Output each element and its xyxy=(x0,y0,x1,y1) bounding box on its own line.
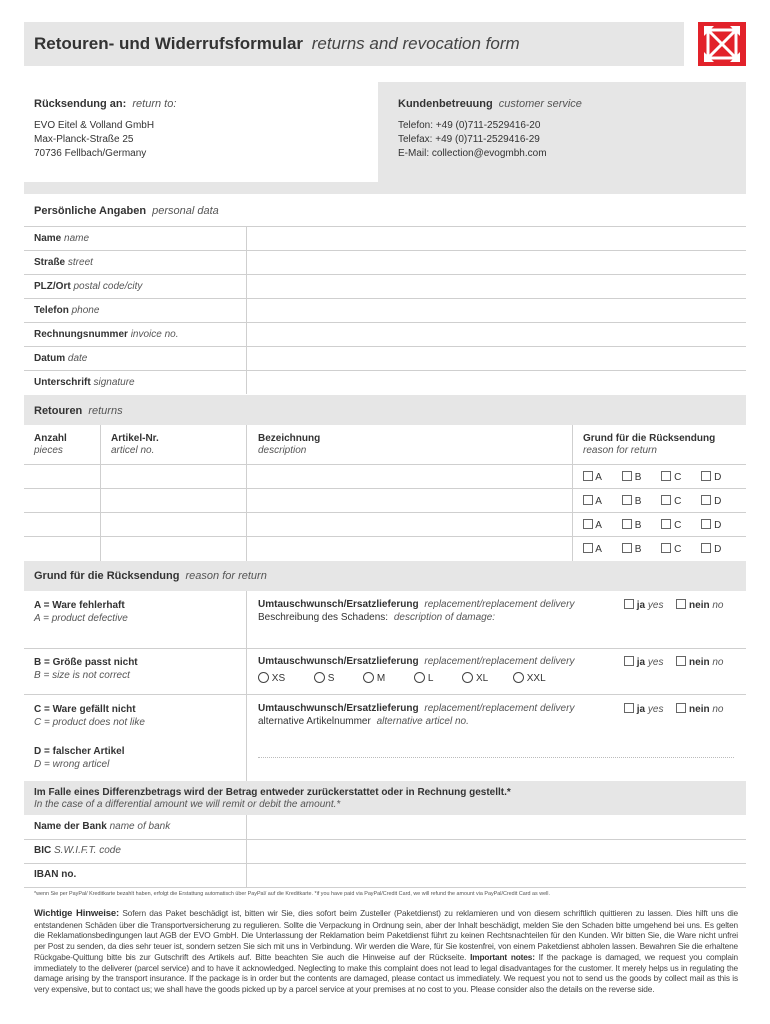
address-line: 70736 Fellbach/Germany xyxy=(34,148,147,159)
col-description-header: Bezeichnung description xyxy=(258,433,321,456)
email-line: E-Mail: collection@evogmbh.com xyxy=(398,148,547,159)
field-phone-label: Telefon phone xyxy=(34,305,100,316)
divider xyxy=(246,425,247,561)
reason-c-checkbox[interactable] xyxy=(661,519,671,529)
yes-no-b: ja yes nein no xyxy=(624,656,724,668)
difference-text: Im Falle eines Differenzbetrags wird der Betrag entweder zurückerstattet oder in Rechnung gestellt.* In the case of a differential amount we will remit or debit the amount.* xyxy=(34,787,511,810)
reason-d-checkbox[interactable] xyxy=(701,471,711,481)
service-en: customer service xyxy=(498,98,582,110)
field-name-label: Name name xyxy=(34,233,90,244)
returns-en: returns xyxy=(88,405,123,417)
divider xyxy=(24,648,746,649)
divider xyxy=(24,887,746,888)
field-invoice-input[interactable] xyxy=(248,323,746,345)
divider xyxy=(24,512,746,513)
yes-checkbox[interactable] xyxy=(624,703,634,713)
size-xs-radio[interactable] xyxy=(258,672,269,683)
bic-label: BIC S.W.I.F.T. code xyxy=(34,845,121,856)
col-reason-header: Grund für die Rücksendung reason for return xyxy=(583,433,716,456)
field-city-input[interactable] xyxy=(248,275,746,297)
reason-b-checkbox[interactable] xyxy=(622,495,632,505)
no-checkbox[interactable] xyxy=(676,656,686,666)
reason-a-checkbox[interactable] xyxy=(583,495,593,505)
phone-line: Telefon: +49 (0)711-2529416-20 xyxy=(398,120,541,131)
reason-c-label: C = Ware gefällt nicht C = product does not like xyxy=(34,704,145,728)
reason-d-label: D = falscher Artikel D = wrong articel xyxy=(34,746,125,770)
address-line: EVO Eitel & Volland GmbH xyxy=(34,120,155,131)
exchange-row-b: Umtauschwunsch/Ersatzlieferung replacement/replacement delivery xyxy=(258,656,575,667)
fax-line: Telefax: +49 (0)711-2529416-29 xyxy=(398,134,540,145)
returns-row: A B C D xyxy=(583,543,743,555)
field-city-label: PLZ/Ort postal code/city xyxy=(34,281,143,292)
reason-d-checkbox[interactable] xyxy=(701,543,711,553)
exchange-row-c: Umtauschwunsch/Ersatzlieferung replacement/replacement delivery xyxy=(258,703,575,714)
reason-a-label: A = Ware fehlerhaft A = product defective xyxy=(34,600,128,624)
returns-row: A B C D xyxy=(583,471,743,483)
col-article-header: Artikel-Nr. articel no. xyxy=(111,433,159,456)
divider xyxy=(100,425,101,561)
damage-description-label: Beschreibung des Schadens: description of damage: xyxy=(258,612,496,623)
reason-a-checkbox[interactable] xyxy=(583,543,593,553)
title-de: Retouren- und Widerrufsformular xyxy=(34,34,304,53)
divider xyxy=(24,536,746,537)
band-under-address xyxy=(24,182,746,194)
reason-c-checkbox[interactable] xyxy=(661,543,671,553)
bank-name-input[interactable] xyxy=(248,816,746,838)
returns-row: A B C D xyxy=(583,495,743,507)
divider xyxy=(24,488,746,489)
field-date-label: Datum date xyxy=(34,353,88,364)
page-title xyxy=(34,34,520,54)
return-to-de: Rücksendung an: xyxy=(34,98,127,110)
returns-de: Retouren xyxy=(34,405,83,417)
yes-no-a: ja yes nein no xyxy=(624,599,724,611)
personal-heading xyxy=(34,205,219,217)
brand-logo xyxy=(698,22,746,66)
alt-article-label: alternative Artikelnummer alternative articel no. xyxy=(258,716,469,727)
yes-no-c: ja yes nein no xyxy=(624,703,724,715)
field-phone-input[interactable] xyxy=(248,299,746,321)
reason-c-checkbox[interactable] xyxy=(661,495,671,505)
size-xl-radio[interactable] xyxy=(462,672,473,683)
reason-b-checkbox[interactable] xyxy=(622,543,632,553)
returns-row: A B C D xyxy=(583,519,743,531)
service-de: Kundenbetreuung xyxy=(398,98,493,110)
size-m-radio[interactable] xyxy=(363,672,374,683)
bank-name-label: Name der Bank name of bank xyxy=(34,821,171,832)
field-invoice-label: Rechnungsnummer invoice no. xyxy=(34,329,179,340)
size-l-radio[interactable] xyxy=(414,672,425,683)
yes-checkbox[interactable] xyxy=(624,599,634,609)
reason-a-checkbox[interactable] xyxy=(583,519,593,529)
title-en: returns and revocation form xyxy=(311,34,520,53)
reason-b-label: B = Größe passt nicht B = size is not correct xyxy=(34,657,138,681)
returns-heading xyxy=(34,405,123,417)
divider xyxy=(24,464,746,465)
important-notes: Wichtige Hinweise: Sofern das Paket beschädigt ist, bitten wir Sie, dies sofort beim Zusteller (Paketdienst) zu reklamieren und von diesem schriftlich quittieren zu lassen. Dies hilft uns die entstandenen Schäden über die Transportversicherung zu regulieren. Sollte die Verpackung in Ordnung sein, aber der Inhalt beschädigt, melden Sie den Schaden bitte umgehend bei uns. Es gelten die Reklamationsbedingungen laut AGB der EVO GmbH. Die Unterlassung der Reklamation beim Paketdienst führt zu keinen Rechtsnachteilen für den Kunden. Wir bitten Sie, die Ware nicht unfrei per Post zu senden, da dies sehr teuer ist, sondern setzen Sie sich mit uns in Verbindung. Wir werden die Ware, für Sie kostenfrei, von einem Paketdienst abholen lassen. Bewahren Sie die erhaltene Rückgabe-Quittung bitte bis zur Gutschrift des Artikels auf. Bitte beachten Sie auch die Hinweise auf der Rückseite. Important notes: If the package is damaged, we request you complain immediately to the deliverer (parcel service) and to have it acknowledged. Neglecting to make this complaint does not lead to legal disadvantages for the customer. It merely helps us in regulating the damage arising by the transport insurance. If the package is in order but the contents are damaged, please contact us immediately. We request you not to send us the goods by collect mail as this is very expensive, but to contact us; we shall have the goods picked up by a parcel service at your premises at no cost to you. Please consider also the details on the reverse side. xyxy=(34,908,739,994)
bic-input[interactable] xyxy=(248,840,746,862)
yes-checkbox[interactable] xyxy=(624,656,634,666)
personal-en: personal data xyxy=(152,205,219,217)
personal-de: Persönliche Angaben xyxy=(34,205,147,217)
field-name-input[interactable] xyxy=(248,227,746,249)
col-pieces-header: Anzahl pieces xyxy=(34,433,67,456)
size-xxl-radio[interactable] xyxy=(513,672,524,683)
divider xyxy=(24,694,746,695)
divider xyxy=(246,226,247,394)
reason-b-checkbox[interactable] xyxy=(622,471,632,481)
field-signature-label: Unterschrift signature xyxy=(34,377,135,388)
logo-x-icon xyxy=(698,22,746,66)
no-checkbox[interactable] xyxy=(676,703,686,713)
customer-service-contacts xyxy=(398,119,547,161)
reason-d-checkbox[interactable] xyxy=(701,519,711,529)
footnote: *wenn Sie per PayPal/ Kreditkarte bezahlt haben, erfolgt die Erstattung automatisch über PayPal/ auf die Kreditkarte. *if you have paid via PayPal/Credit Card, we will refund the amount via PayPal/Credit Card as well. xyxy=(34,891,550,897)
field-street-label: Straße street xyxy=(34,257,93,268)
field-street-input[interactable] xyxy=(248,251,746,273)
return-to-heading xyxy=(34,98,176,110)
size-s-radio[interactable] xyxy=(314,672,325,683)
divider xyxy=(246,591,247,781)
return-to-en: return to: xyxy=(132,98,177,110)
reasons-heading: Grund für die Rücksendung reason for return xyxy=(34,570,267,582)
returns-band xyxy=(24,395,746,425)
size-options: XS S M L XL XXL xyxy=(258,672,546,684)
reason-d-checkbox[interactable] xyxy=(701,495,711,505)
iban-input[interactable] xyxy=(248,864,746,886)
alt-article-input[interactable] xyxy=(258,752,734,758)
return-address xyxy=(34,119,154,161)
iban-label: IBAN no. xyxy=(34,869,77,880)
divider xyxy=(572,425,573,561)
customer-service-heading xyxy=(398,98,582,110)
field-date-input[interactable] xyxy=(248,347,746,369)
address-line: Max-Planck-Straße 25 xyxy=(34,134,134,145)
exchange-row-a: Umtauschwunsch/Ersatzlieferung replacement/replacement delivery xyxy=(258,599,575,610)
reason-b-checkbox[interactable] xyxy=(622,519,632,529)
reason-a-checkbox[interactable] xyxy=(583,471,593,481)
reason-c-checkbox[interactable] xyxy=(661,471,671,481)
field-signature-input[interactable] xyxy=(248,371,746,393)
no-checkbox[interactable] xyxy=(676,599,686,609)
divider xyxy=(246,815,247,887)
